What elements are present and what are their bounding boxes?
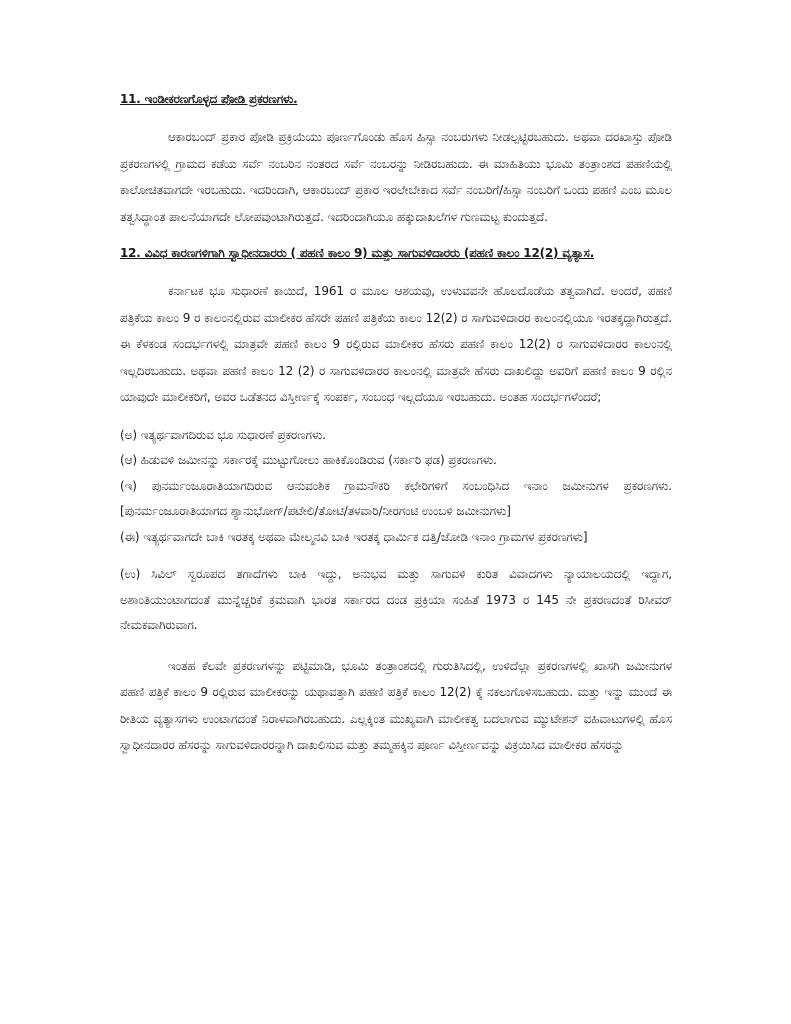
section-11-paragraph: ಆಕಾರಬಂದ್ ಪ್ರಕಾರ ಪೋಡಿ ಪ್ರಕ್ರಿಯೆಯು ಪೂರ್ಣಗೊಂಡು ಹೊಸ ಹಿಸ್ಸಾ ನಂಬರುಗಳು ನೀಡಲ್ಪಟ್ಟಿರಬಹುದು. ಅಥವಾ ದರಖಾಸ್ತು ಪೋಡಿ ಪ್ರಕರಣಗಳಲ್ಲಿ ಗ್ರಾಮದ ಕಡೆಯ ಸರ್ವೆ ನಂಬರಿನ ನಂತರದ ಸರ್ವೆ ನಂಬರನ್ನು ನೀಡಿರಬಹುದು. ಈ ಮಾಹಿತಿಯು ಭೂಮಿ ತಂತ್ರಾಂಶದ ಪಹಣಿಯಲ್ಲಿ ಕಾಲೋಚಿತವಾಗದೇ ಇರಬಹುದು. ಇದರಿಂದಾಗಿ, ಆಕಾರಬಂದ್ ಪ್ರಕಾರ ಇರಲೇಬೇಕಾದ ಸರ್ವೆ ನಂಬರಿಗೆ/ಹಿಸ್ಸಾ ನಂಬರಿಗೆ ಒಂದು ಪಹಣಿ ಎಂಬ ಮೂಲ ತತ್ವಸಿದ್ಧಾಂತ ಪಾಲನೆಯಾಗದೇ ಲೋಪವುಂಟಾಗಿರುತ್ತದೆ. ಇದರಿಂದಾಗಿಯೂ ಹಕ್ಕುದಾಖಲೆಗಳ ಗುಣಮಟ್ಟ ಕುಂದುತ್ತದೆ. xyxy=(120,130,672,224)
list-item: (ಅ) ಇತ್ಯರ್ಥವಾಗದಿರುವ ಭೂ ಸುಧಾರಣೆ ಪ್ರಕರಣಗಳು. xyxy=(120,427,326,442)
section-12-heading: 12. ವಿವಿಧ ಕಾರಣಗಳಿಗಾಗಿ ಸ್ವಾಧೀನದಾರರು ( ಪಹಣಿ ಕಾಲಂ 9) ಮತ್ತು ಸಾಗುವಳಿದಾರರು (ಪಹಣಿ ಕಾಲಂ 12(2) ವ್ಯತ್ಯಾಸ. xyxy=(120,246,595,260)
list-item: (ಇ) ಪುನರ್ಮಂಜೂರಾತಿಯಾಗದಿರುವ ಆನುವಂಶಿಕ ಗ್ರಾಮನೌಕರಿ ಕಛೇರಿಗಳಿಗೆ ಸಂಬಂಧಿಸಿದ ಇನಾಂ ಜಮೀನುಗಳ ಪ್ರಕರಣಗಳು.[ಪುನರ್ಮಂಜೂರಾತಿಯಾಗದ ಶ್ಯಾನುಭೋಗ್/ಪಟೇಲಿ/ತೋಟಿ/ತಳವಾರಿ/ನೀರಗಂಟಿ ಉಂಬಳಿ ಜಮೀನುಗಳು] xyxy=(120,478,672,518)
list-item: (ಆ) ಹಿಡುವಳಿ ಜಮೀನನ್ನು ಸರ್ಕಾರಕ್ಕೆ ಮುಟ್ಟುಗೋಲು ಹಾಕಿಕೊಂಡಿರುವ (ಸರ್ಕಾರಿ ಫಡ) ಪ್ರಕರಣಗಳು. xyxy=(120,453,497,467)
section-12-closing-paragraph: ಇಂತಹ ಕೆಲವೇ ಪ್ರಕರಣಗಳನ್ನು ಪಟ್ಟಿಮಾಡಿ, ಭೂಮಿ ತಂತ್ರಾಂಶದಲ್ಲಿ ಗುರುತಿಸಿದಲ್ಲಿ, ಉಳಿದೆಲ್ಲಾ ಪ್ರಕರಣಗಳಲ್ಲಿ ಖಾಸಗಿ ಜಮೀನುಗಳ ಪಹಣಿ ಪತ್ರಿಕೆ ಕಾಲಂ 9 ರಲ್ಲಿರುವ ಮಾಲೀಕರನ್ನು ಯಥಾವತ್ತಾಗಿ ಪಹಣಿ ಪತ್ರಿಕೆ ಕಾಲಂ 12(2) ಕ್ಕೆ ನಕಲುಗೊಳಿಸಬಹುದು. ಮತ್ತು ಇನ್ನು ಮುಂದೆ ಈ ರೀತಿಯ ವ್ಯತ್ಯಾಸಗಳು ಉಂಟಾಗದಂತೆ ನಿರಾಳವಾಗಿರಬಹುದು. ಎಲ್ಲಕ್ಕಿಂತ ಮುಖ್ಯವಾಗಿ ಮಾಲೀಕತ್ವ ಬದಲಾಗುವ ಮ್ಯುಟೇಶನ್ ವಹಿವಾಟುಗಳಲ್ಲಿ ಹೊಸ ಸ್ವಾಧೀನದಾರರ ಹೆಸರನ್ನು ಸಾಗುವಳಿದಾರರನ್ನಾಗಿ ದಾಖಲಿಸುವ ಮತ್ತು ತಮ್ಮಹಕ್ಕಿನ ಪೂರ್ಣ ವಿಸ್ತೀರ್ಣವನ್ನು ವಿಕ್ರಯಿಸಿದ ಮಾಲೀಕರ ಹೆಸರನ್ನು xyxy=(120,658,672,752)
cases-list xyxy=(120,423,672,639)
list-item: (ಈ) ಇತ್ಯರ್ಥವಾಗದೇ ಬಾಕಿ ಇರತಕ್ಕ ಅಥವಾ ಮೇಲ್ಮನವಿ ಬಾಕಿ ಇರತಕ್ಕ ಧಾರ್ಮಿಕ ದತ್ತಿ/ಜೋಡಿ ಇನಾಂ ಗ್ರಾಮಗಳ ಪ್ರಕರಣಗಳು] xyxy=(120,529,588,544)
list-item: (ಉ) ಸಿವಿಲ್ ಸ್ವರೂಪದ ತಗಾದೆಗಳು ಬಾಕಿ ಇದ್ದು, ಅನುಭವ ಮತ್ತು ಸಾಗುವಳಿ ಕುರಿತ ವಿವಾದಗಳು ನ್ಯಾಯಾಲಯದಲ್ಲಿ ಇದ್ದಾಗ, ಅಶಾಂತಿಯುಂಟಾಗದಂತೆ ಮುನ್ನೆಚ್ಚರಿಕೆ ಕ್ರಮವಾಗಿ ಭಾರತ ಸರ್ಕಾರದ ದಂಡ ಪ್ರಕ್ರಿಯಾ ಸಂಹಿತೆ 1973 ರ 145 ನೇ ಪ್ರಕರಣದಂತೆ ರಿಸೀವರ್ ನೇಮಕವಾಗಿರುವಾಗ. xyxy=(120,567,672,632)
section-12-paragraph: ಕರ್ನಾಟಕ ಭೂ ಸುಧಾರಣೆ ಕಾಯಿದೆ, 1961 ರ ಮೂಲ ಆಶಯವು, ಉಳುವವನೇ ಹೊಲದೊಡೆಯ ತತ್ವವಾಗಿದೆ. ಅಂದರೆ, ಪಹಣಿ ಪತ್ರಿಕೆಯ ಕಾಲಂ 9 ರ ಕಾಲಂನಲ್ಲಿರುವ ಮಾಲೀಕರ ಹೆಸರೇ ಪಹಣಿ ಪತ್ರಿಕೆಯ ಕಾಲಂ 12(2) ರ ಸಾಗುವಳಿದಾರರ ಕಾಲಂನಲ್ಲಿಯೂ ಇರತಕ್ಕದ್ದಾಗಿರುತ್ತದೆ. ಈ ಕೆಳಕಂಡ ಸಂದರ್ಭಗಳಲ್ಲಿ ಮಾತ್ರವೇ ಪಹಣಿ ಕಾಲಂ 9 ರಲ್ಲಿರುವ ಮಾಲೀಕರ ಹೆಸರು ಪಹಣಿ ಕಾಲಂ 12(2) ರ ಸಾಗುವಳಿದಾರರ ಕಾಲಂನಲ್ಲಿ ಇಲ್ಲದಿರಬಹುದು. ಅಥವಾ ಪಹಣಿ ಕಾಲಂ 12 (2) ರ ಸಾಗುವಳಿದಾರರ ಕಾಲಂನಲ್ಲಿ ಮಾತ್ರವೇ ಹೆಸರು ದಾಖಲಿದ್ದು ಅವರಿಗೆ ಪಹಣಿ ಕಾಲಂ 9 ರಲ್ಲಿನ ಯಾವುದೇ ಮಾಲೀಕರಿಗೆ, ಅವರ ಒಡೆತನದ ವಿಸ್ತೀರ್ಣಕ್ಕೆ ಸಂಪರ್ಕ, ಸಂಬಂಧ ಇಲ್ಲದೆಯೂ ಇರಬಹುದು. ಅಂತಹ ಸಂದರ್ಭಗಳೆಂದರೆ; xyxy=(120,284,672,404)
section-11-heading: 11. ಇಂಡೀಕರಣಗೊಳ್ಳದ ಪೋಡಿ ಪ್ರಕರಣಗಳು. xyxy=(120,92,298,106)
document-page xyxy=(120,88,672,759)
